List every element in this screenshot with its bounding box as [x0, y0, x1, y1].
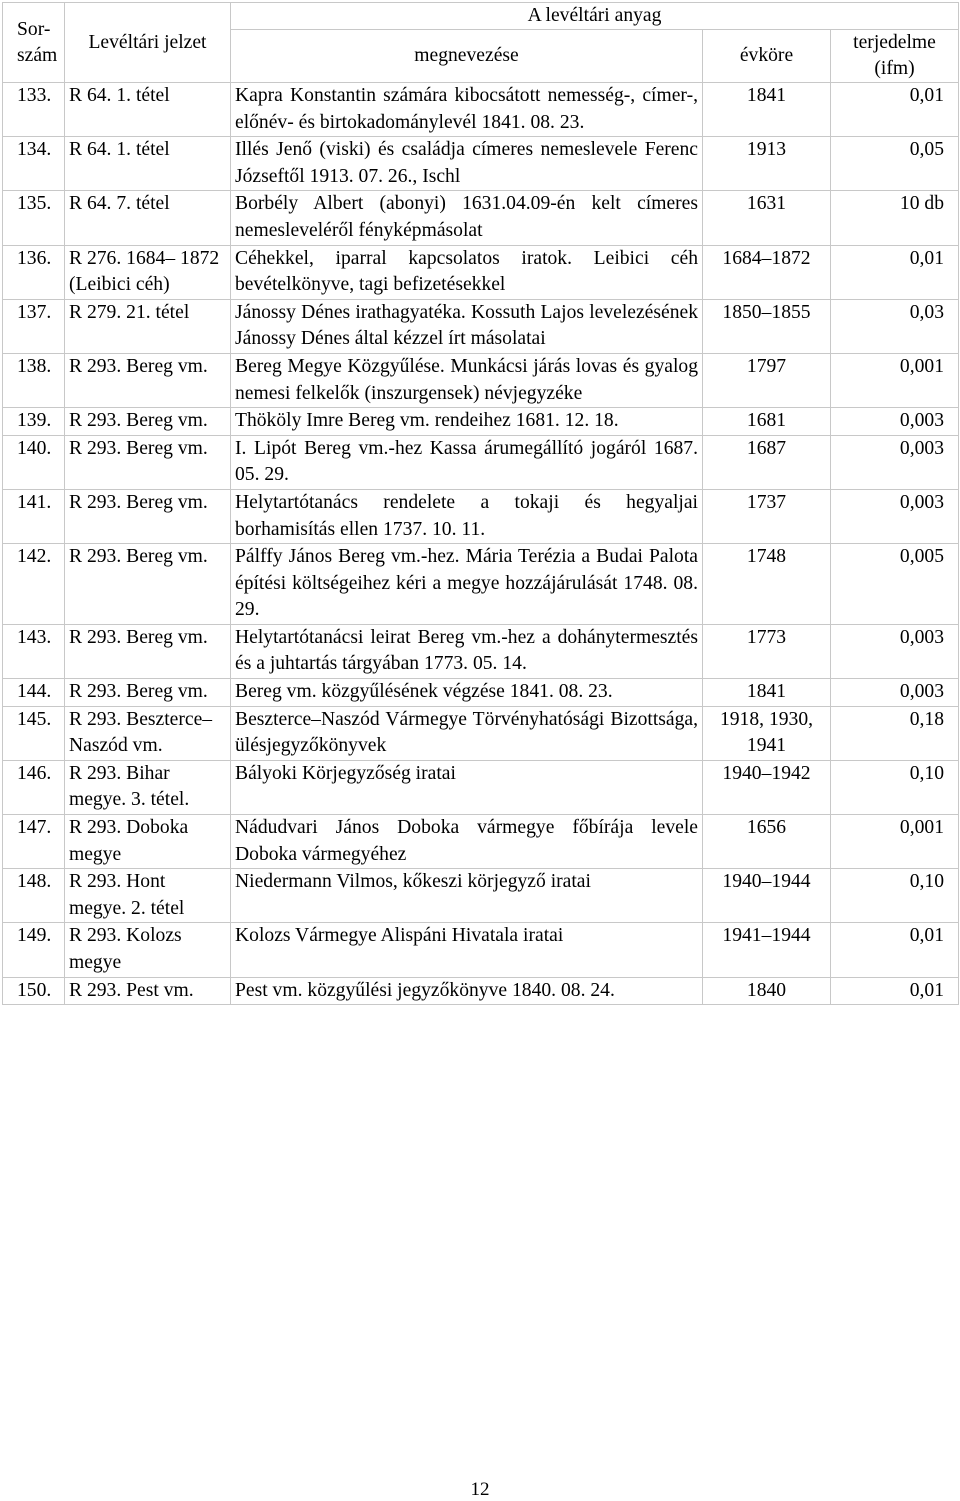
row-extent: 0,18	[831, 706, 959, 760]
table-row	[3, 245, 959, 299]
table-row	[3, 299, 959, 353]
row-extent: 0,005	[831, 544, 959, 625]
row-signature: R 293. Bereg vm.	[65, 679, 231, 707]
row-extent: 0,01	[831, 83, 959, 137]
table-row	[3, 137, 959, 191]
table-row	[3, 679, 959, 707]
table-row	[3, 624, 959, 678]
row-signature: R 293. Beszterce–Naszód vm.	[65, 706, 231, 760]
row-number: 133.	[3, 83, 65, 137]
row-signature: R 293. Bereg vm.	[65, 408, 231, 436]
table-row	[3, 815, 959, 869]
row-number: 149.	[3, 923, 65, 977]
row-signature: R 279. 21. tétel	[65, 299, 231, 353]
row-date-range: 1737	[703, 489, 831, 543]
header-size: terjedelme (ifm)	[831, 30, 959, 83]
row-number: 146.	[3, 760, 65, 814]
table-row	[3, 706, 959, 760]
row-signature: R 64. 1. tétel	[65, 83, 231, 137]
header-year: évköre	[703, 30, 831, 83]
row-number: 142.	[3, 544, 65, 625]
row-description: Jánossy Dénes irathagyatéka. Kossuth Lajos levelezésének Jánossy Dénes által kézzel írt másolatai	[231, 299, 703, 353]
row-description: Kapra Konstantin számára kibocsátott nemesség-, címer-, előnév- és birtokadománylevél 1841. 08. 23.	[231, 83, 703, 137]
row-number: 135.	[3, 191, 65, 245]
row-description: Thököly Imre Bereg vm. rendeihez 1681. 12. 18.	[231, 408, 703, 436]
table-row	[3, 760, 959, 814]
row-number: 136.	[3, 245, 65, 299]
row-description: Beszterce–Naszód Vármegye Törvényhatósági Bizottsága, ülésjegyzőkönyvek	[231, 706, 703, 760]
row-number: 139.	[3, 408, 65, 436]
row-description: Helytartótanács rendelete a tokaji és hegyaljai borhamisítás ellen 1737. 10. 11.	[231, 489, 703, 543]
row-signature: R 293. Pest vm.	[65, 977, 231, 1005]
row-extent: 0,10	[831, 760, 959, 814]
row-signature: R 64. 1. tétel	[65, 137, 231, 191]
header-row-top	[3, 3, 959, 30]
table-header	[3, 3, 959, 83]
row-description: Helytartótanácsi leirat Bereg vm.-hez a dohánytermesztés és a juhtartás tárgyában 1773. 05. 14.	[231, 624, 703, 678]
row-date-range: 1841	[703, 679, 831, 707]
row-date-range: 1748	[703, 544, 831, 625]
row-number: 150.	[3, 977, 65, 1005]
row-number: 138.	[3, 353, 65, 407]
row-description: Kolozs Vármegye Alispáni Hivatala iratai	[231, 923, 703, 977]
row-date-range: 1941–1944	[703, 923, 831, 977]
row-date-range: 1940–1944	[703, 869, 831, 923]
header-num: Sor-szám	[3, 3, 65, 83]
row-description: Nádudvari János Doboka vármegye főbírája levele Doboka vármegyéhez	[231, 815, 703, 869]
row-number: 147.	[3, 815, 65, 869]
row-date-range: 1631	[703, 191, 831, 245]
row-extent: 0,03	[831, 299, 959, 353]
row-extent: 0,003	[831, 489, 959, 543]
table-row	[3, 869, 959, 923]
row-signature: R 293. Bereg vm.	[65, 489, 231, 543]
row-number: 141.	[3, 489, 65, 543]
row-number: 134.	[3, 137, 65, 191]
table-row	[3, 353, 959, 407]
row-signature: R 293. Bereg vm.	[65, 544, 231, 625]
row-date-range: 1681	[703, 408, 831, 436]
row-extent: 0,003	[831, 624, 959, 678]
row-date-range: 1840	[703, 977, 831, 1005]
row-signature: R 293. Bereg vm.	[65, 435, 231, 489]
table-row	[3, 923, 959, 977]
row-number: 145.	[3, 706, 65, 760]
row-extent: 0,01	[831, 245, 959, 299]
row-date-range: 1684–1872	[703, 245, 831, 299]
table-row	[3, 489, 959, 543]
row-signature: R 64. 7. tétel	[65, 191, 231, 245]
row-number: 137.	[3, 299, 65, 353]
row-extent: 0,001	[831, 353, 959, 407]
row-extent: 0,003	[831, 408, 959, 436]
row-date-range: 1797	[703, 353, 831, 407]
row-description: Bályoki Körjegyzőség iratai	[231, 760, 703, 814]
archive-table	[2, 2, 959, 1005]
row-date-range: 1656	[703, 815, 831, 869]
row-extent: 0,10	[831, 869, 959, 923]
row-signature: R 293. Bereg vm.	[65, 353, 231, 407]
row-signature: R 293. Bihar megye. 3. tétel.	[65, 760, 231, 814]
row-extent: 0,05	[831, 137, 959, 191]
row-extent: 0,01	[831, 977, 959, 1005]
row-extent: 0,001	[831, 815, 959, 869]
row-extent: 0,003	[831, 435, 959, 489]
row-date-range: 1773	[703, 624, 831, 678]
row-description: Bereg Megye Közgyűlése. Munkácsi járás lovas és gyalog nemesi felkelők (inszurgensek) névjegyzéke	[231, 353, 703, 407]
table-row	[3, 977, 959, 1005]
row-date-range: 1913	[703, 137, 831, 191]
row-signature: R 293. Bereg vm.	[65, 624, 231, 678]
row-description: Niedermann Vilmos, kőkeszi körjegyző iratai	[231, 869, 703, 923]
row-number: 144.	[3, 679, 65, 707]
row-extent: 0,01	[831, 923, 959, 977]
row-date-range: 1918, 1930, 1941	[703, 706, 831, 760]
page-number: 12	[470, 1479, 490, 1500]
table-row	[3, 435, 959, 489]
table-row	[3, 83, 959, 137]
row-signature: R 293. Kolozs megye	[65, 923, 231, 977]
row-description: Bereg vm. közgyűlésének végzése 1841. 08. 23.	[231, 679, 703, 707]
row-number: 143.	[3, 624, 65, 678]
row-description: Borbély Albert (abonyi) 1631.04.09-én kelt címeres nemesleveléről fényképmásolat	[231, 191, 703, 245]
row-signature: R 293. Hont megye. 2. tétel	[65, 869, 231, 923]
row-date-range: 1687	[703, 435, 831, 489]
row-date-range: 1850–1855	[703, 299, 831, 353]
row-date-range: 1940–1942	[703, 760, 831, 814]
header-name: megnevezése	[231, 30, 703, 83]
row-date-range: 1841	[703, 83, 831, 137]
row-number: 140.	[3, 435, 65, 489]
row-signature: R 293. Doboka megye	[65, 815, 231, 869]
row-extent: 10 db	[831, 191, 959, 245]
row-signature: R 276. 1684– 1872 (Leibici céh)	[65, 245, 231, 299]
table-row	[3, 544, 959, 625]
table-body	[3, 83, 959, 1005]
row-description: Pest vm. közgyűlési jegyzőkönyve 1840. 08. 24.	[231, 977, 703, 1005]
header-signature: Levéltári jelzet	[65, 3, 231, 83]
header-material: A levéltári anyag	[231, 3, 959, 30]
row-description: Pálffy János Bereg vm.-hez. Mária Terézia a Budai Palota építési költségeihez kéri a megye hozzájárulását 1748. 08. 29.	[231, 544, 703, 625]
table-row	[3, 408, 959, 436]
row-extent: 0,003	[831, 679, 959, 707]
row-number: 148.	[3, 869, 65, 923]
row-description: Céhekkel, iparral kapcsolatos iratok. Leibici céh bevételkönyve, tagi befizetésekkel	[231, 245, 703, 299]
row-description: I. Lipót Bereg vm.-hez Kassa árumegállító jogáról 1687. 05. 29.	[231, 435, 703, 489]
table-row	[3, 191, 959, 245]
row-description: Illés Jenő (viski) és családja címeres nemeslevele Ferenc Józseftől 1913. 07. 26., Ischl	[231, 137, 703, 191]
